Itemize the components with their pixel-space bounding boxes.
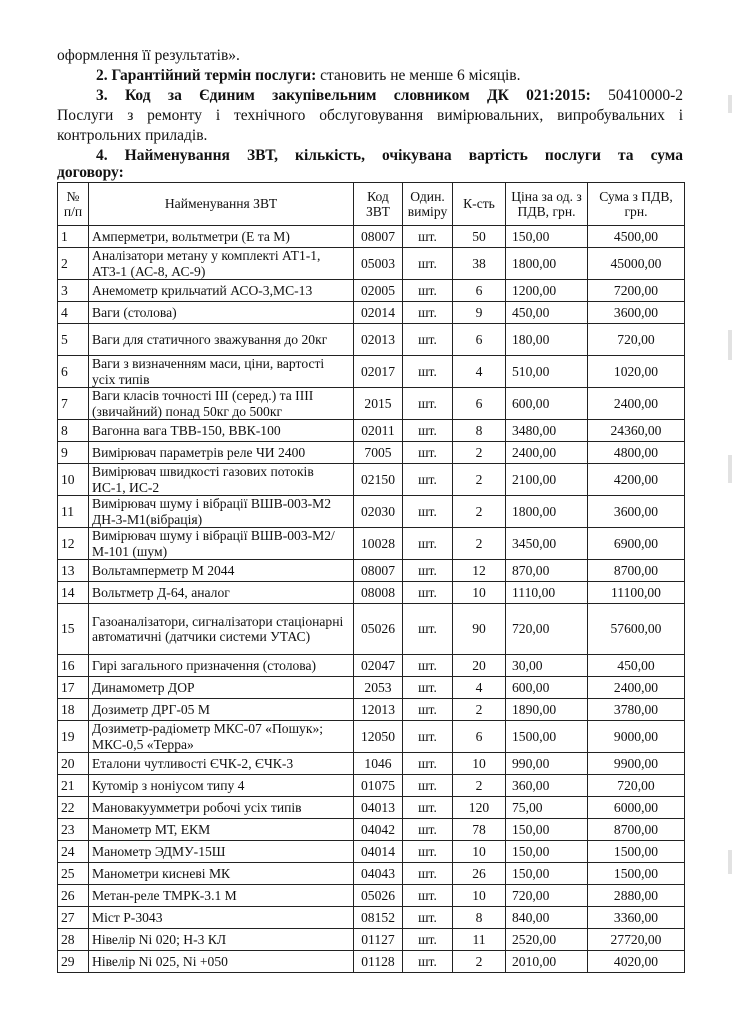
total-sum: 24360,00 <box>588 420 685 442</box>
equipment-code: 04043 <box>354 863 403 885</box>
row-number: 12 <box>58 528 89 560</box>
unit-price: 1800,00 <box>506 248 588 280</box>
section-4-title: 4. Найменування ЗВТ, кількість, очікувана вартість послуги та сума <box>96 147 683 164</box>
row-number: 13 <box>58 560 89 582</box>
equipment-name: Вагонна вага ТВВ-150, ВВК-100 <box>89 420 354 442</box>
equipment-name: Ваги для статичного зважування до 20кг <box>89 324 354 356</box>
unit: шт. <box>403 929 453 951</box>
row-number: 25 <box>58 863 89 885</box>
equipment-code: 2015 <box>354 388 403 420</box>
equipment-name: Нівелір Ni 025, Ni +050 <box>89 951 354 973</box>
total-sum: 2400,00 <box>588 388 685 420</box>
unit-price: 2400,00 <box>506 442 588 464</box>
header-price: Ціна за од. з ПДВ, грн. <box>506 183 588 226</box>
equipment-name: Анемометр крильчатий АСО-3,МС-13 <box>89 280 354 302</box>
equipment-name: Вимірювач швидкості газових потоків ИС-1, ИС-2 <box>89 464 354 496</box>
table-row <box>58 721 685 753</box>
equipment-name: Гирі загального призначення (столова) <box>89 655 354 677</box>
row-number: 26 <box>58 885 89 907</box>
equipment-name: Дозиметр ДРГ-05 М <box>89 699 354 721</box>
quantity: 8 <box>453 420 506 442</box>
equipment-code: 12013 <box>354 699 403 721</box>
unit-price: 3450,00 <box>506 528 588 560</box>
header-name: Найменування ЗВТ <box>89 183 354 226</box>
unit: шт. <box>403 863 453 885</box>
equipment-name: Дозиметр-радіометр МКС-07 «Пошук»; МКС-0,5 «Терра» <box>89 721 354 753</box>
total-sum: 6900,00 <box>588 528 685 560</box>
total-sum: 450,00 <box>588 655 685 677</box>
equipment-code: 02047 <box>354 655 403 677</box>
quantity: 6 <box>453 721 506 753</box>
equipment-code: 1046 <box>354 753 403 775</box>
unit: шт. <box>403 797 453 819</box>
table-row <box>58 753 685 775</box>
quantity: 10 <box>453 841 506 863</box>
unit-price: 1800,00 <box>506 496 588 528</box>
equipment-code: 08008 <box>354 582 403 604</box>
quantity: 2 <box>453 496 506 528</box>
header-qty: К-сть <box>453 183 506 226</box>
equipment-code: 10028 <box>354 528 403 560</box>
equipment-code: 01075 <box>354 775 403 797</box>
warranty-text: становить не менше 6 місяців. <box>316 67 521 84</box>
quantity: 6 <box>453 280 506 302</box>
row-number: 17 <box>58 677 89 699</box>
unit: шт. <box>403 907 453 929</box>
quantity: 20 <box>453 655 506 677</box>
table-row <box>58 699 685 721</box>
equipment-code: 01127 <box>354 929 403 951</box>
total-sum: 3600,00 <box>588 302 685 324</box>
unit-price: 2010,00 <box>506 951 588 973</box>
header-line-1: оформлення її результатів». <box>57 47 240 64</box>
table-row <box>58 841 685 863</box>
table-row <box>58 951 685 973</box>
table-row <box>58 907 685 929</box>
quantity: 38 <box>453 248 506 280</box>
equipment-name: Нівелір Ni 020; Н-3 КЛ <box>89 929 354 951</box>
equipment-code: 08007 <box>354 226 403 248</box>
unit: шт. <box>403 356 453 388</box>
table-row <box>58 302 685 324</box>
unit-price: 3480,00 <box>506 420 588 442</box>
unit: шт. <box>403 420 453 442</box>
table-row <box>58 496 685 528</box>
scan-artifact <box>728 455 732 483</box>
table-row <box>58 388 685 420</box>
equipment-code: 04013 <box>354 797 403 819</box>
header-num: № п/п <box>58 183 89 226</box>
row-number: 29 <box>58 951 89 973</box>
unit-price: 360,00 <box>506 775 588 797</box>
equipment-name: Кутомір з ноніусом типу 4 <box>89 775 354 797</box>
unit: шт. <box>403 248 453 280</box>
quantity: 4 <box>453 677 506 699</box>
total-sum: 720,00 <box>588 775 685 797</box>
equipment-name: Вимірювач шуму і вібрації ВШВ-003-М2 ДН-3-М1(вібрація) <box>89 496 354 528</box>
unit: шт. <box>403 496 453 528</box>
unit: шт. <box>403 226 453 248</box>
unit-price: 2520,00 <box>506 929 588 951</box>
table-row <box>58 324 685 356</box>
unit-price: 870,00 <box>506 560 588 582</box>
table-row <box>58 929 685 951</box>
table-row <box>58 885 685 907</box>
services-line: Послуги з ремонту і технічного обслуговування вимірювальних, випробувальних і <box>57 107 683 124</box>
unit-price: 75,00 <box>506 797 588 819</box>
quantity: 90 <box>453 604 506 655</box>
table-row <box>58 280 685 302</box>
equipment-code: 02014 <box>354 302 403 324</box>
equipment-code: 2053 <box>354 677 403 699</box>
table-row <box>58 464 685 496</box>
unit-price: 2100,00 <box>506 464 588 496</box>
row-number: 10 <box>58 464 89 496</box>
row-number: 2 <box>58 248 89 280</box>
total-sum: 8700,00 <box>588 819 685 841</box>
unit-price: 450,00 <box>506 302 588 324</box>
row-number: 7 <box>58 388 89 420</box>
equipment-code: 08007 <box>354 560 403 582</box>
total-sum: 3360,00 <box>588 907 685 929</box>
equipment-code: 7005 <box>354 442 403 464</box>
unit: шт. <box>403 324 453 356</box>
total-sum: 6000,00 <box>588 797 685 819</box>
row-number: 22 <box>58 797 89 819</box>
table-header-row <box>58 183 685 226</box>
unit-price: 1890,00 <box>506 699 588 721</box>
table-row <box>58 248 685 280</box>
section-4-heading-2 <box>57 163 124 182</box>
equipment-name: Ваги з визначенням маси, ціни, вартості усіх типів <box>89 356 354 388</box>
unit: шт. <box>403 951 453 973</box>
unit-price: 150,00 <box>506 819 588 841</box>
equipment-name: Манометр ЭДМУ-15Ш <box>89 841 354 863</box>
equipment-code: 08152 <box>354 907 403 929</box>
quantity: 2 <box>453 464 506 496</box>
total-sum: 720,00 <box>588 324 685 356</box>
total-sum: 1500,00 <box>588 841 685 863</box>
quantity: 2 <box>453 528 506 560</box>
total-sum: 4500,00 <box>588 226 685 248</box>
total-sum: 4800,00 <box>588 442 685 464</box>
quantity: 11 <box>453 929 506 951</box>
header-sum: Сума з ПДВ, грн. <box>588 183 685 226</box>
equipment-name: Газоаналізатори, сигналізатори стаціонарні автоматичні (датчики системи УТАС) <box>89 604 354 655</box>
unit: шт. <box>403 753 453 775</box>
row-number: 21 <box>58 775 89 797</box>
unit: шт. <box>403 677 453 699</box>
quantity: 26 <box>453 863 506 885</box>
total-sum: 2400,00 <box>588 677 685 699</box>
total-sum: 4020,00 <box>588 951 685 973</box>
unit-price: 510,00 <box>506 356 588 388</box>
unit: шт. <box>403 528 453 560</box>
equipment-name: Мановакуумметри робочі усіх типів <box>89 797 354 819</box>
unit: шт. <box>403 699 453 721</box>
section-4-heading <box>96 146 683 165</box>
row-number: 15 <box>58 604 89 655</box>
unit-price: 990,00 <box>506 753 588 775</box>
unit: шт. <box>403 655 453 677</box>
equipment-name: Еталони чутливості ЄЧК-2, ЄЧК-3 <box>89 753 354 775</box>
services-line-2: контрольних приладів. <box>57 127 208 144</box>
table-row <box>58 797 685 819</box>
unit: шт. <box>403 560 453 582</box>
total-sum: 3780,00 <box>588 699 685 721</box>
unit: шт. <box>403 388 453 420</box>
quantity: 10 <box>453 753 506 775</box>
equipment-name: Динамометр ДОР <box>89 677 354 699</box>
unit-price: 720,00 <box>506 604 588 655</box>
row-number: 9 <box>58 442 89 464</box>
scan-artifact <box>728 95 732 113</box>
unit-price: 150,00 <box>506 863 588 885</box>
unit-price: 180,00 <box>506 324 588 356</box>
row-number: 23 <box>58 819 89 841</box>
quantity: 2 <box>453 699 506 721</box>
unit-price: 150,00 <box>506 841 588 863</box>
equipment-name: Міст Р-3043 <box>89 907 354 929</box>
warranty-heading: 2. Гарантійний термін послуги: <box>96 67 317 84</box>
total-sum: 57600,00 <box>588 604 685 655</box>
total-sum: 4200,00 <box>588 464 685 496</box>
quantity: 2 <box>453 442 506 464</box>
equipment-name: Вольтамперметр М 2044 <box>89 560 354 582</box>
quantity: 10 <box>453 885 506 907</box>
scan-artifact <box>728 330 732 360</box>
row-number: 3 <box>58 280 89 302</box>
code-value: 50410000-2 <box>590 87 683 104</box>
table-row <box>58 819 685 841</box>
table-row <box>58 226 685 248</box>
row-number: 8 <box>58 420 89 442</box>
unit: шт. <box>403 280 453 302</box>
table-row <box>58 604 685 655</box>
scan-artifact <box>728 850 732 874</box>
table-row <box>58 863 685 885</box>
row-number: 1 <box>58 226 89 248</box>
table-row <box>58 560 685 582</box>
unit: шт. <box>403 841 453 863</box>
total-sum: 11100,00 <box>588 582 685 604</box>
table-row <box>58 775 685 797</box>
row-number: 20 <box>58 753 89 775</box>
table-row <box>58 420 685 442</box>
total-sum: 8700,00 <box>588 560 685 582</box>
table-body <box>58 226 685 973</box>
unit: шт. <box>403 721 453 753</box>
warranty-line <box>96 66 521 85</box>
header-unit: Один. виміру <box>403 183 453 226</box>
equipment-name: Ваги (столова) <box>89 302 354 324</box>
total-sum: 3600,00 <box>588 496 685 528</box>
total-sum: 9000,00 <box>588 721 685 753</box>
table-row <box>58 528 685 560</box>
equipment-code: 02030 <box>354 496 403 528</box>
quantity: 78 <box>453 819 506 841</box>
row-number: 27 <box>58 907 89 929</box>
unit: шт. <box>403 775 453 797</box>
equipment-code: 05026 <box>354 604 403 655</box>
equipment-name: Метан-реле ТМРК-3.1 М <box>89 885 354 907</box>
equipment-name: Вольтметр Д-64, аналог <box>89 582 354 604</box>
equipment-name: Ваги класів точності III (серед.) та IIII (звичайний) понад 50кг до 500кг <box>89 388 354 420</box>
unit-price: 720,00 <box>506 885 588 907</box>
equipment-code: 02011 <box>354 420 403 442</box>
total-sum: 45000,00 <box>588 248 685 280</box>
row-number: 6 <box>58 356 89 388</box>
total-sum: 1500,00 <box>588 863 685 885</box>
unit-price: 150,00 <box>506 226 588 248</box>
unit-price: 1500,00 <box>506 721 588 753</box>
quantity: 6 <box>453 324 506 356</box>
unit-price: 600,00 <box>506 677 588 699</box>
unit-price: 1110,00 <box>506 582 588 604</box>
unit-price: 30,00 <box>506 655 588 677</box>
equipment-name: Манометр МТ, ЕКМ <box>89 819 354 841</box>
equipment-name: Аналізатори метану у комплекті АТ1-1, АТ3-1 (АС-8, АС-9) <box>89 248 354 280</box>
table-row <box>58 356 685 388</box>
unit-price: 1200,00 <box>506 280 588 302</box>
total-sum: 9900,00 <box>588 753 685 775</box>
equipment-code: 02005 <box>354 280 403 302</box>
quantity: 120 <box>453 797 506 819</box>
table-row <box>58 655 685 677</box>
row-number: 18 <box>58 699 89 721</box>
unit: шт. <box>403 302 453 324</box>
row-number: 11 <box>58 496 89 528</box>
unit-price: 600,00 <box>506 388 588 420</box>
row-number: 24 <box>58 841 89 863</box>
row-number: 5 <box>58 324 89 356</box>
quantity: 9 <box>453 302 506 324</box>
equipment-code: 02017 <box>354 356 403 388</box>
equipment-code: 01128 <box>354 951 403 973</box>
header-code: Код ЗВТ <box>354 183 403 226</box>
equipment-table <box>57 182 685 973</box>
quantity: 2 <box>453 775 506 797</box>
table-row <box>58 582 685 604</box>
equipment-code: 12050 <box>354 721 403 753</box>
quantity: 4 <box>453 356 506 388</box>
quantity: 6 <box>453 388 506 420</box>
equipment-name: Амперметри, вольтметри (Е та М) <box>89 226 354 248</box>
unit: шт. <box>403 885 453 907</box>
total-sum: 2880,00 <box>588 885 685 907</box>
unit: шт. <box>403 604 453 655</box>
equipment-name: Вимірювач параметрів реле ЧИ 2400 <box>89 442 354 464</box>
quantity: 2 <box>453 951 506 973</box>
equipment-code: 02150 <box>354 464 403 496</box>
total-sum: 7200,00 <box>588 280 685 302</box>
equipment-name: Манометри кисневі МК <box>89 863 354 885</box>
row-number: 14 <box>58 582 89 604</box>
unit: шт. <box>403 464 453 496</box>
equipment-name: Вимірювач шуму і вібрації ВШВ-003-М2/М-101 (шум) <box>89 528 354 560</box>
unit: шт. <box>403 442 453 464</box>
quantity: 10 <box>453 582 506 604</box>
row-number: 16 <box>58 655 89 677</box>
quantity: 12 <box>453 560 506 582</box>
total-sum: 1020,00 <box>588 356 685 388</box>
equipment-code: 05003 <box>354 248 403 280</box>
code-heading: 3. Код за Єдиним закупівельним словником ДК 021:2015: <box>96 87 591 104</box>
table-row <box>58 442 685 464</box>
row-number: 28 <box>58 929 89 951</box>
row-number: 19 <box>58 721 89 753</box>
code-line <box>96 86 683 105</box>
unit: шт. <box>403 582 453 604</box>
equipment-code: 04014 <box>354 841 403 863</box>
section-4-title-2: договору: <box>57 164 124 181</box>
equipment-code: 02013 <box>354 324 403 356</box>
quantity: 8 <box>453 907 506 929</box>
table-row <box>58 677 685 699</box>
row-number: 4 <box>58 302 89 324</box>
unit-price: 840,00 <box>506 907 588 929</box>
quantity: 50 <box>453 226 506 248</box>
total-sum: 27720,00 <box>588 929 685 951</box>
equipment-code: 04042 <box>354 819 403 841</box>
unit: шт. <box>403 819 453 841</box>
equipment-code: 05026 <box>354 885 403 907</box>
